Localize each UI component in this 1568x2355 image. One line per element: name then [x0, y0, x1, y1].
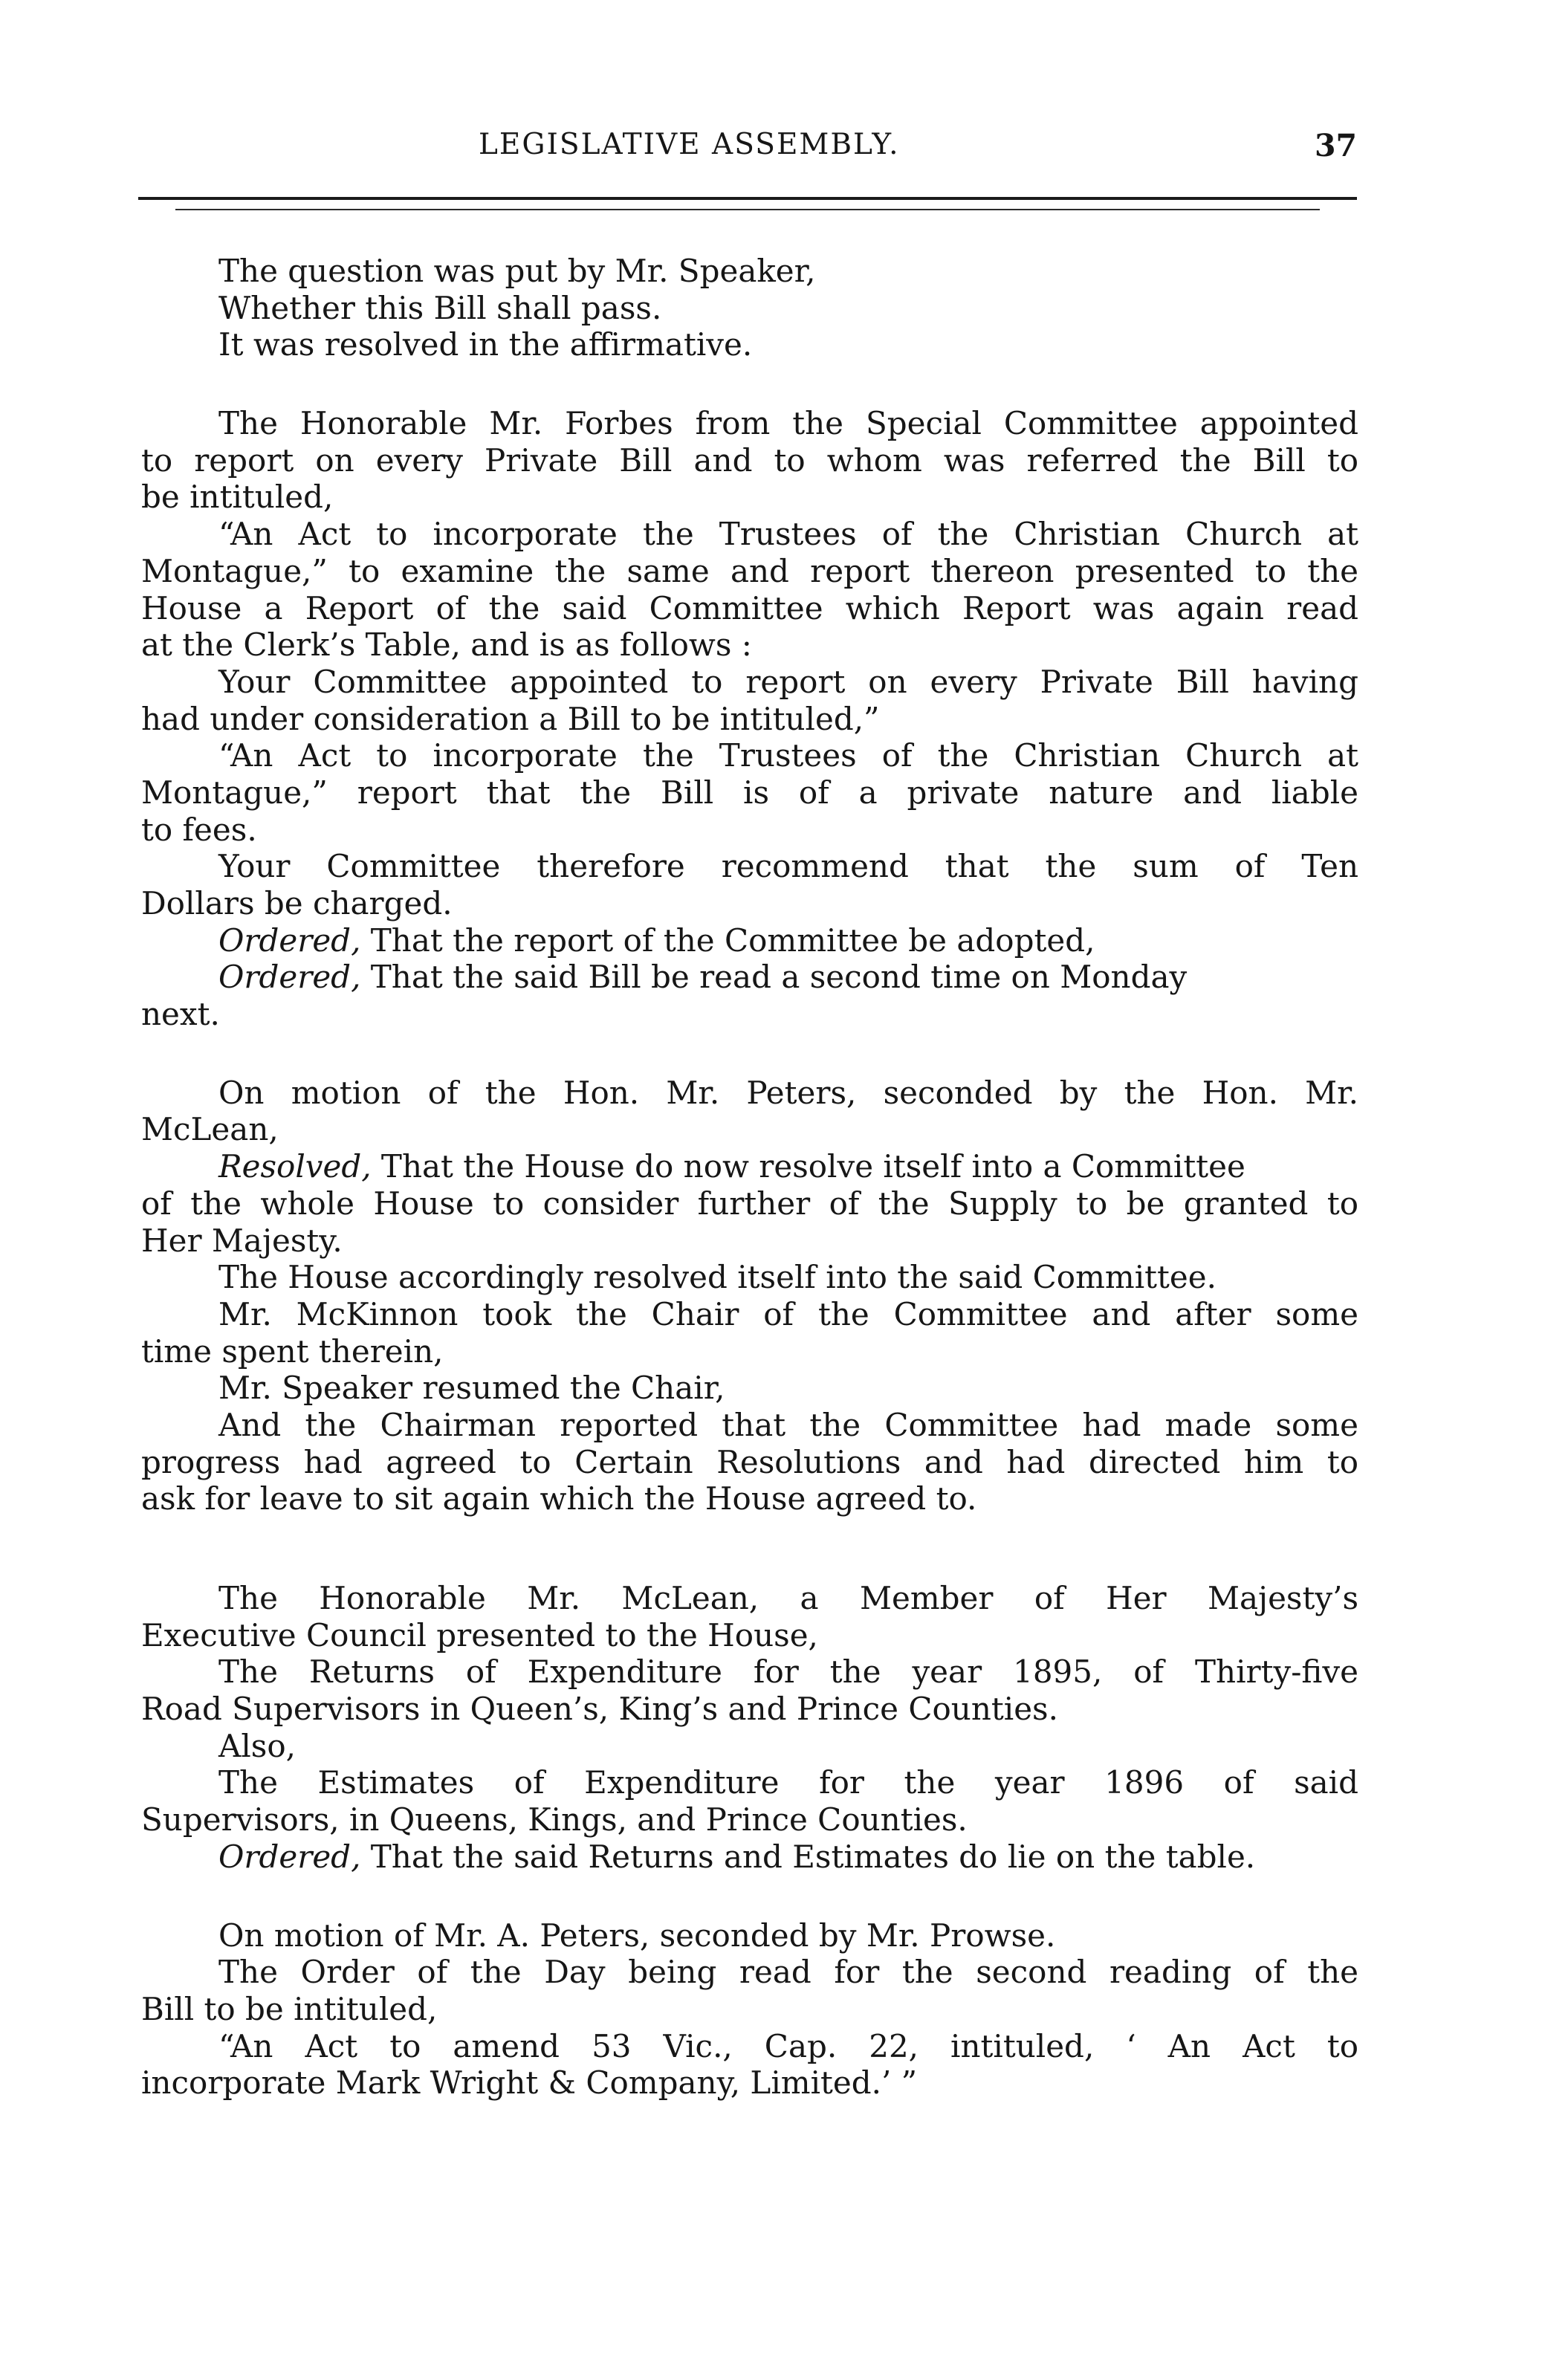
text-line: Whether this Bill shall pass. [218, 289, 662, 326]
running-header [138, 128, 1357, 172]
text-line: Her Majesty. [141, 1222, 343, 1259]
text-line [141, 922, 1358, 959]
text-line: had under consideration a Bill to be intituled,” [141, 700, 880, 737]
section-gap [141, 1876, 1358, 1917]
text-line: incorporate Mark Wright & Company, Limited.’ ” [141, 2064, 918, 2102]
text-line: The Honorable Mr. Forbes from the Special Committee appointed [218, 405, 1358, 442]
text-line: Mr. McKinnon took the Chair of the Committee and after some [218, 1295, 1358, 1332]
ordered-label: Ordered, [218, 959, 361, 996]
section-committee-report [141, 405, 1358, 1033]
text-line: Supervisors, in Queens, Kings, and Prince Counties. [141, 1801, 968, 1839]
text-line: The question was put by Mr. Speaker, [218, 253, 816, 289]
header-title: LEGISLATIVE ASSEMBLY. [479, 128, 900, 161]
text-line: Bill to be intituled, [141, 1990, 438, 2027]
text-line: to fees. [141, 811, 257, 848]
text-line: “An Act to incorporate the Trustees of the Christian Church at [218, 516, 1358, 553]
text-line: progress had agreed to Certain Resolutions and had directed him to [141, 1443, 1358, 1480]
text-line: “An Act to amend 53 Vic., Cap. 22, intituled, ‘ An Act to [218, 2027, 1358, 2064]
page-body [141, 253, 1358, 2102]
section-gap [141, 363, 1358, 405]
text-line: “An Act to incorporate the Trustees of the Christian Church at [218, 737, 1358, 774]
text-line: Road Supervisors in Queen’s, King’s and Prince Counties. [141, 1691, 1058, 1728]
text-line: ask for leave to sit again which the House agreed to. [141, 1480, 977, 1517]
text-line: time spent therein, [141, 1332, 444, 1370]
section-supply-committee [141, 1075, 1358, 1517]
section-second-reading [141, 1917, 1358, 2102]
ordered-label: Ordered, [218, 1838, 361, 1875]
text-line: The Returns of Expenditure for the year 1895, of Thirty-five [218, 1653, 1358, 1691]
text-line [141, 1839, 1358, 1876]
text-line: Montague,” report that the Bill is of a private nature and liable [141, 774, 1358, 811]
header-rule-thick [138, 197, 1357, 200]
section-gap [141, 1517, 1358, 1580]
text-line: Your Committee appointed to report on every Private Bill having [218, 663, 1358, 700]
text-line: House a Report of the said Committee which Report was again read [141, 589, 1358, 626]
text-line: And the Chairman reported that the Committee had made some [218, 1406, 1358, 1443]
resolved-label: Resolved, [218, 1148, 372, 1185]
resolved-text: That the House do now resolve itself into a Committee [371, 1148, 1245, 1185]
text-line: of the whole House to consider further of the Supply to be granted to [141, 1185, 1358, 1222]
text-line: It was resolved in the affirmative. [218, 326, 753, 363]
text-line: The Honorable Mr. McLean, a Member of Her Majesty’s [218, 1580, 1358, 1616]
text-line [141, 959, 1358, 996]
header-rule-thin [175, 209, 1320, 210]
text-line: next. [141, 996, 220, 1033]
ordered-text: That the report of the Committee be adopted, [360, 921, 1095, 959]
section-vote-result [141, 253, 1358, 363]
text-line: Also, [218, 1727, 296, 1764]
text-line: be intituled, [141, 479, 334, 516]
text-line [141, 1148, 1358, 1185]
text-line: at the Clerk’s Table, and is as follows : [141, 626, 752, 664]
ordered-text: That the said Bill be read a second time on Monday [360, 959, 1188, 996]
text-line: Your Committee therefore recommend that the sum of Ten [218, 848, 1358, 885]
text-line: McLean, [141, 1111, 279, 1148]
text-line: Montague,” to examine the same and report thereon presented to the [141, 552, 1358, 589]
text-line: The House accordingly resolved itself into the said Committee. [218, 1259, 1217, 1296]
text-line: Mr. Speaker resumed the Chair, [218, 1370, 725, 1407]
text-line: The Estimates of Expenditure for the year 1896 of said [218, 1764, 1358, 1801]
text-line: On motion of Mr. A. Peters, seconded by Mr. Prowse. [218, 1917, 1056, 1954]
ordered-label: Ordered, [218, 921, 361, 959]
text-line: to report on every Private Bill and to whom was referred the Bill to [141, 441, 1358, 479]
ordered-text: That the said Returns and Estimates do lie on the table. [360, 1838, 1256, 1875]
text-line: On motion of the Hon. Mr. Peters, seconded by the Hon. Mr. [218, 1074, 1358, 1111]
section-gap [141, 1033, 1358, 1075]
section-returns-estimates [141, 1580, 1358, 1876]
text-line: The Order of the Day being read for the second reading of the [218, 1954, 1358, 1991]
text-line: Executive Council presented to the House, [141, 1616, 818, 1653]
page-number: 37 [1314, 128, 1357, 163]
text-line: Dollars be charged. [141, 885, 453, 921]
